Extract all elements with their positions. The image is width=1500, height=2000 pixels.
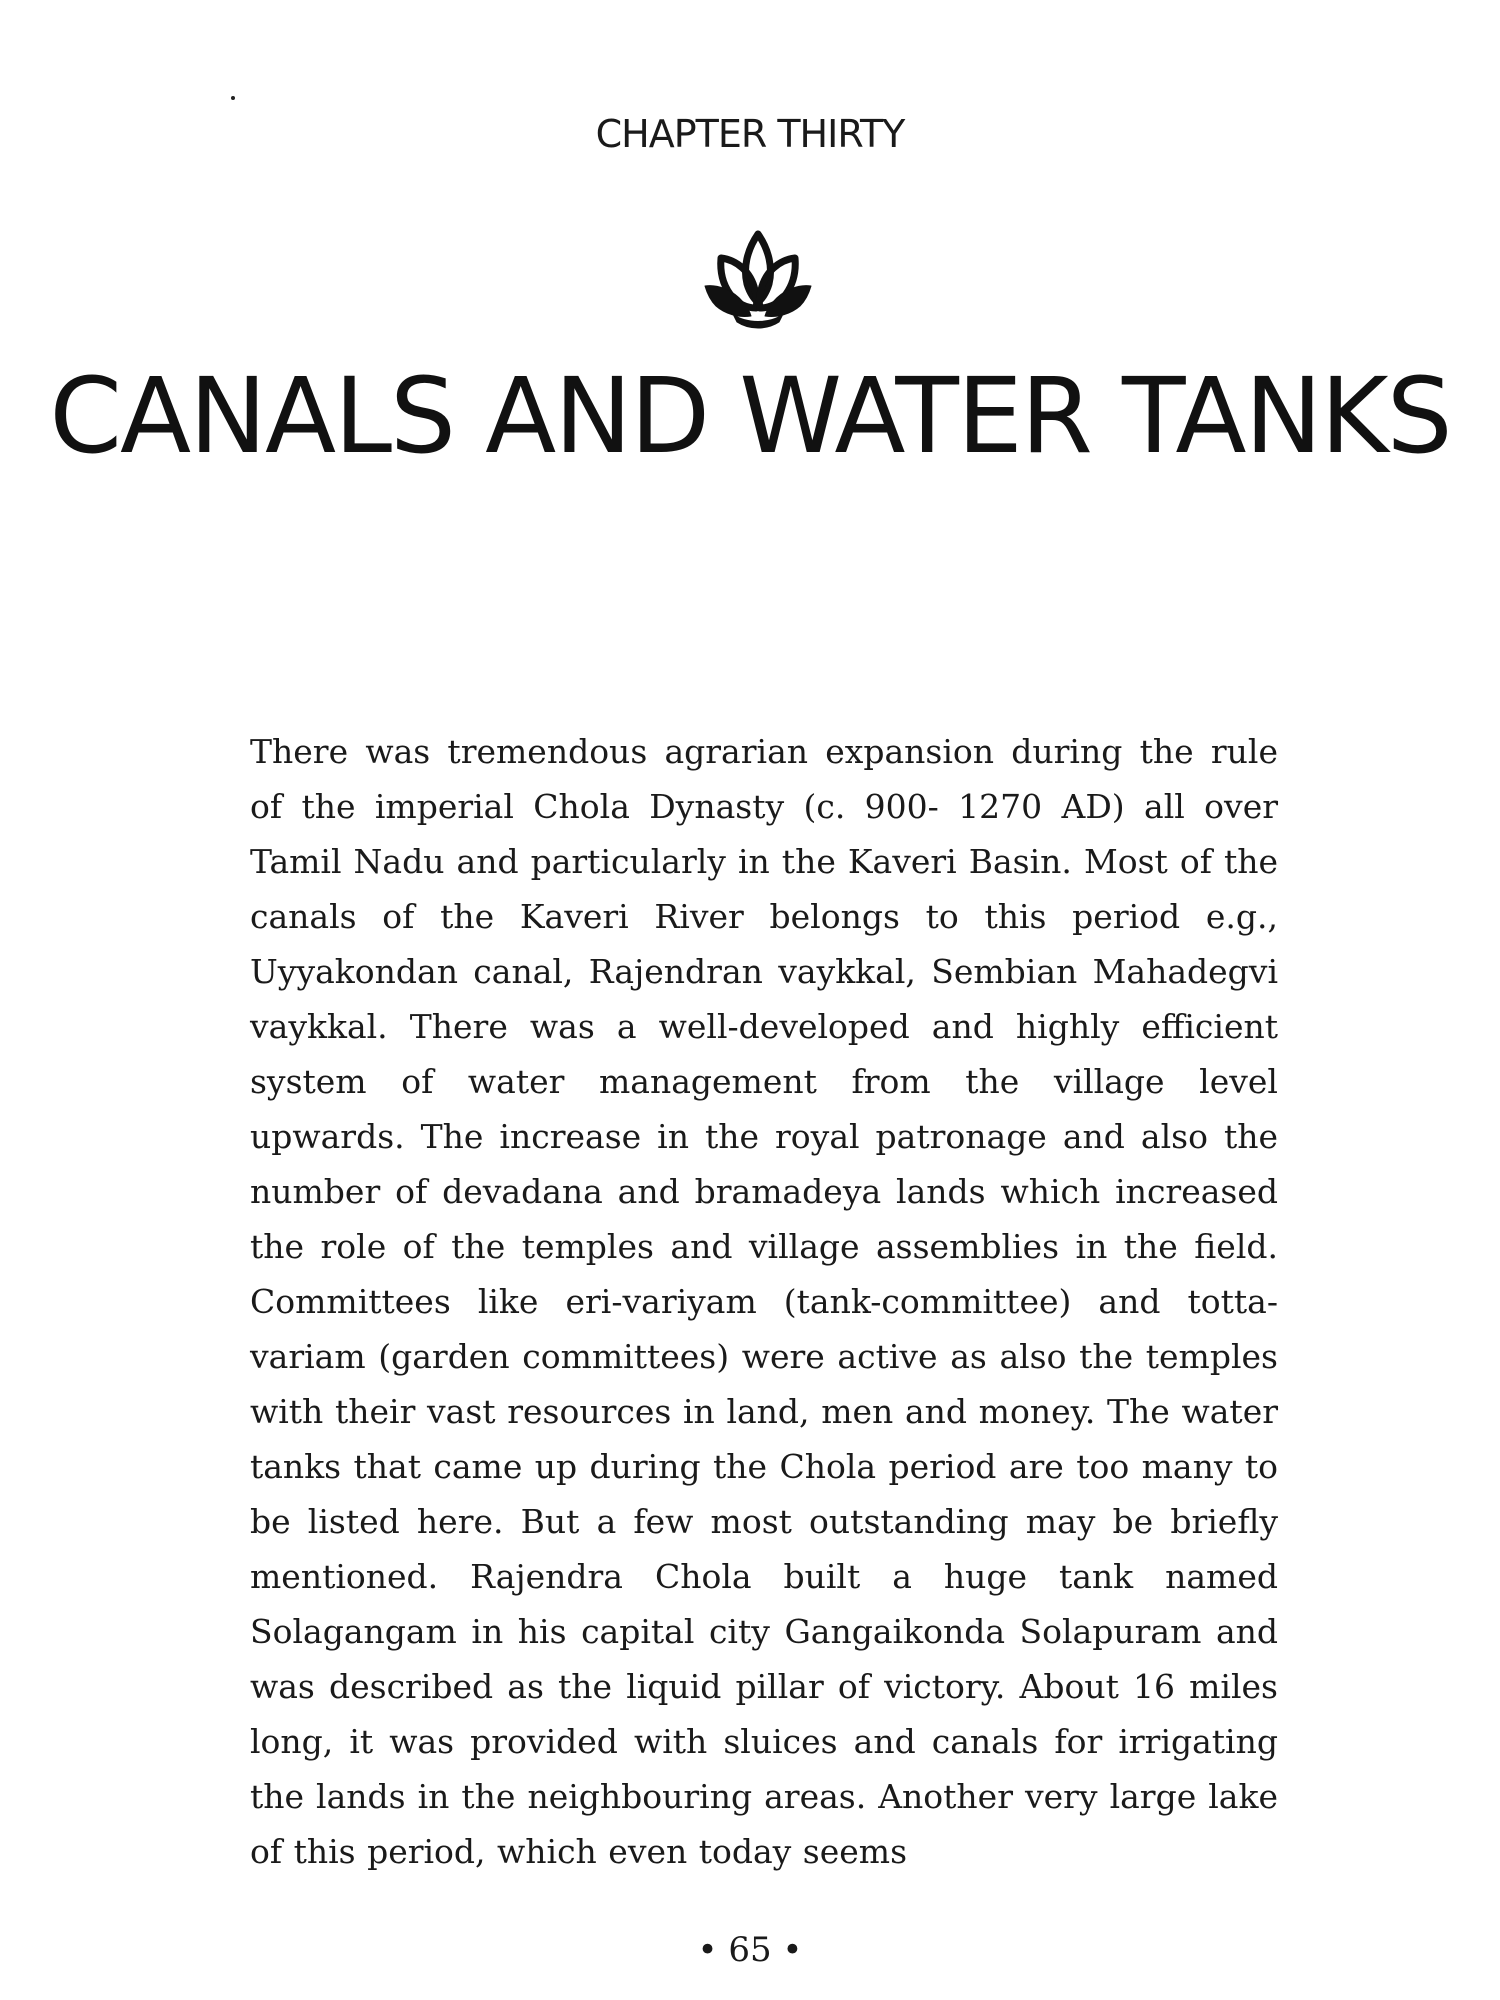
lotus-icon	[703, 228, 813, 338]
body-paragraph: There was tremendous agrarian expansion during the rule of the imperial Chola Dynasty (c. 900- 1270 AD) all over Tamil Nadu and particularly in the Kaveri Basin. Most of the canals of the Kaveri River belongs to this period e.g., Uyyakondan canal, Rajendran vaykkal, Sembian Mahadegvi vaykkal. There was a well-developed and highly efficient system of water management from the village level upwards. The increase in the royal patronage and also the number of devadana and bramadeya lands which increased the role of the temples and village assemblies in the field. Committees like eri-variyam (tank-committee) and totta-variam (garden committees) were active as also the temples with their vast resources in land, men and money. The water tanks that came up during the Chola period are too many to be listed here. But a few most outstanding may be briefly mentioned. Rajendra Chola built a huge tank named Solagangam in his capital city Gangaikonda Solapuram and was described as the liquid pillar of victory. About 16 miles long, it was provided with sluices and canals for irrigating the lands in the neighbouring areas. Another very large lake of this period, which even today seems	[250, 732, 1278, 1871]
scan-speck	[231, 96, 235, 100]
chapter-title: CANALS AND WATER TANKS	[49, 355, 1451, 477]
page-number: • 65 •	[697, 1930, 803, 1970]
chapter-label: CHAPTER THIRTY	[595, 112, 905, 156]
